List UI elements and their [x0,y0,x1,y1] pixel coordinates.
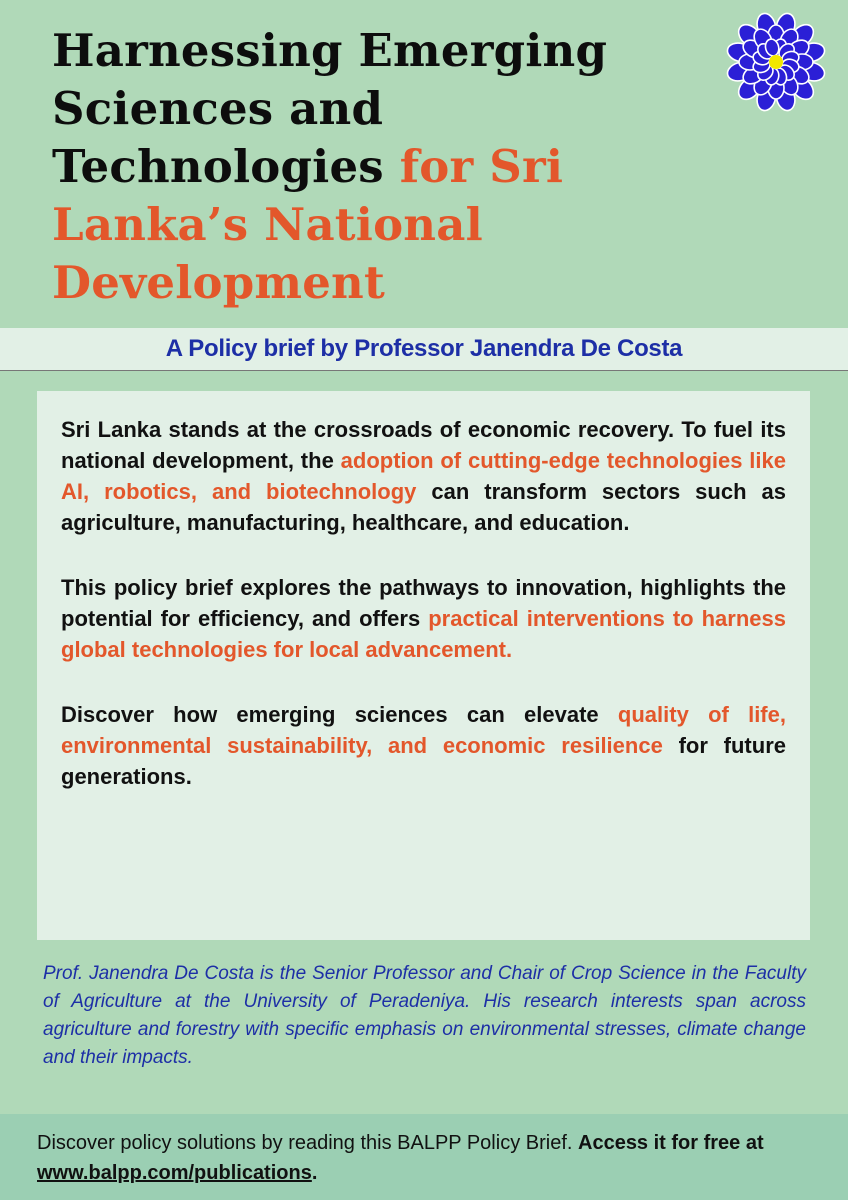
intro-p2-highlight: practical interventions to harness global technologies for local advancement. [61,606,786,662]
subtitle-banner [0,328,848,371]
intro-p3-text-a: Discover how emerging sciences can elevate [61,702,599,727]
intro-p3-highlight: quality of life, environmental sustainability, and economic resilience [61,702,786,758]
title-plain: Harnessing Emerging Sciences and Technologies [52,24,608,193]
intro-paragraph-1 [61,414,786,538]
title-highlight: for Sri Lanka’s National Development [52,140,564,309]
intro-p2-text-a: This policy brief explores the pathways to innovation, highlights the potential for efficiency, and offers [61,575,786,631]
footer-band [0,1114,848,1200]
flower-mandala-icon [724,10,828,114]
intro-p1-text-a: Sri Lanka stands at the crossroads of economic recovery. To fuel its national development, the [61,417,786,473]
footer-text [37,1128,827,1188]
page-title [52,22,692,312]
intro-p3-text-b: for future generations. [61,733,786,789]
intro-p1-highlight: adoption of cutting-edge technologies like AI, robotics, and biotechnology [61,448,786,504]
footer-text-plain: Discover policy solutions by reading this BALPP Policy Brief. [37,1132,573,1154]
subtitle: A Policy brief by Professor Janendra De Costa [165,335,683,362]
footer-text-bold: Access it for free at [578,1132,764,1154]
intro-panel [37,391,810,940]
intro-paragraph-2 [61,572,786,665]
intro-p1-text-b: can transform sectors such as agriculture, manufacturing, healthcare, and education. [61,479,786,535]
intro-paragraph-3 [61,699,786,792]
footer-end: . [311,1162,318,1184]
author-bio: Prof. Janendra De Costa is the Senior Professor and Chair of Crop Science in the Faculty of Agriculture at the University of Peradeniya. His research interests span across agriculture and forestry with specific emphasis on environmental stresses, climate change and their impacts. [43,963,806,1068]
publications-link[interactable]: www.balpp.com/publications [37,1162,312,1184]
